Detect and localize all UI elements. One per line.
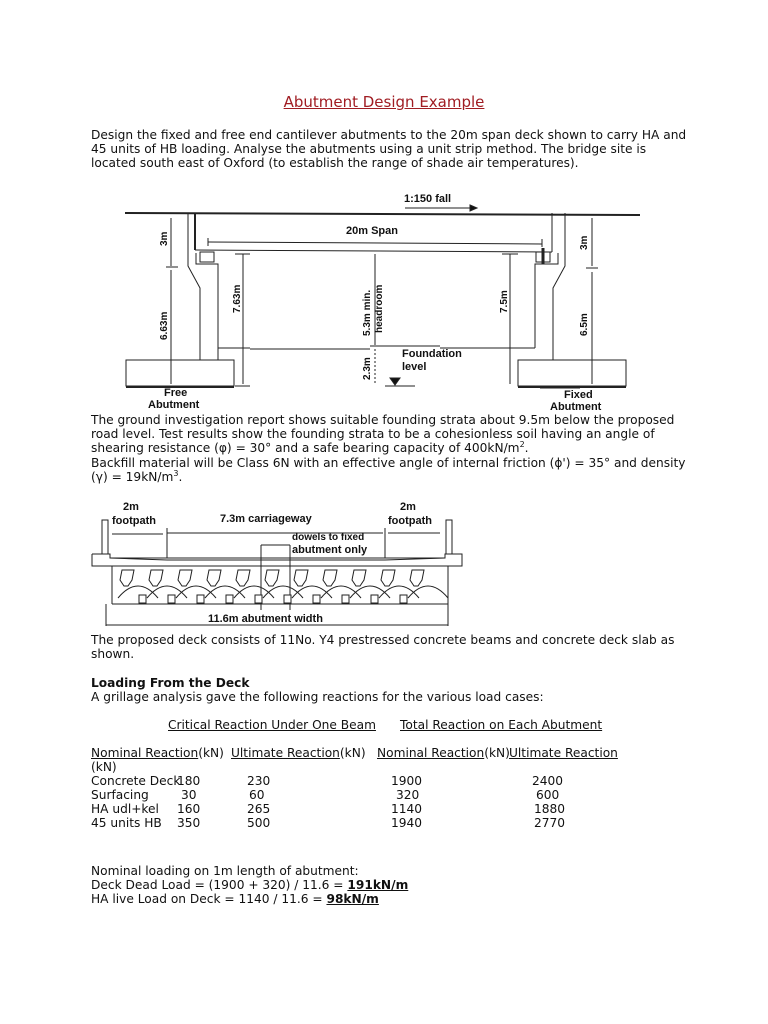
left-footpath-label: footpath [112,515,156,527]
page-title: Abutment Design Example [283,93,485,111]
free-stem-dim: 6.63m [159,311,170,340]
foundation-label-1: Foundation [402,348,462,360]
ha-live-load-value: 98kN/m [326,892,379,906]
deck-cross-section-figure [90,498,470,628]
ha-live-load-line: HA live Load on Deck = 1140 / 11.6 = 98kN/m [91,892,379,906]
deck-description: The proposed deck consists of 11No. Y4 prestressed concrete beams and concrete deck slab as shown. [91,633,675,662]
backfill-paragraph: Backfill material will be Class 6N with an effective angle of internal friction (ϕ') = 35° and density $(\gamma) = 19kN/m^3$. [91,456,686,485]
nominal-loading-heading: Nominal loading on 1m length of abutment: [91,864,359,878]
loading-heading: Loading From the Deck [91,676,250,690]
headroom-dim-2: headroom [374,284,385,333]
col-header-total-nominal: Nominal Reaction(kN) [377,746,510,760]
group-header-beam: Critical Reaction Under One Beam [168,718,376,732]
dowels-label-1: dowels to fixed [292,532,365,543]
col-header-beam-nominal: Nominal Reaction(kN) [91,746,224,760]
bridge-elevation-drawing [120,188,650,413]
col-header-beam-ultimate: Ultimate Reaction(kN) [231,746,366,760]
right-footpath-label: footpath [388,515,432,527]
fall-label: 1:150 fall [404,193,452,205]
abutment-width-label: 11.6m abutment width [208,613,323,625]
carriageway-label: 7.3m carriageway [220,513,312,525]
fixed-stem-dim: 6.5m [579,313,590,336]
dowels-label-2: abutment only [292,544,368,556]
document-page: Abutment Design Example Design the fixed and free end cantilever abutments to the 20m span deck shown to carry HA and 45 units of HB loading. Analyse the abutments using a unit strip method. The bridge site is located south east of Oxford (to establish the range of shade air temperatures). 1:150 fall 20m Span 3m 6.63m 7.63m 5.3m min. headroom 2.3m Foundation level 7.5m 3m 6.5m Free Abutment Fixed Abutment The ground investigation report shows suitable founding strata about 9.5m below the proposed road level. Test results show the founding strata to be a cohesionless soil having an angle of shearing resistance (φ) = 30° and a safe bearing capacity of $400kN/m^2$. Backfill material will be Class 6N with an effective angle of internal friction (ϕ') = 35° and density $(\gamma) = 19kN/m^3$. 2m footpath 7.3m carriageway 2m footpath dowels to fixed abutment only 11.6m abutment width The proposed deck consists of 11No. Y4 prestressed concrete beams and concrete deck slab as shown. Loading From the Deck A grillage analysis gave the following reactions for the various load cases: Critical Reaction Under One Beam Total Reaction on Each Abutment Nominal Reaction(kN) Ultimate Reaction(kN) Nominal Reaction(kN) Ultimate Reaction (kN) Concrete Deck 180 230 1900 2400 Surfacing 30 60 320 600 HA udl+kel 160 265 1140 1880 45 units HB 350 500 1940 2770 Nominal loading on 1m length of abutment: Deck Dead Load = (1900 + 320) / 11.6 = 191kN/m HA live Load on Deck = 1140 / 11.6 = 98kN/m [0,0,768,1024]
fixed-abutment-label-2: Abutment [550,401,602,413]
deck-dead-load-value: 191kN/m [347,878,409,892]
fixed-total-dim: 7.5m [499,290,510,313]
headroom-dim-1: 5.3m min. [362,289,373,336]
span-label: 20m Span [346,225,398,237]
foundation-depth-dim: 2.3m [362,357,373,380]
fixed-abutment-label-1: Fixed [564,389,593,401]
deck-dead-load-line: Deck Dead Load = (1900 + 320) / 11.6 = 191kN/m [91,878,409,892]
left-footpath-dim: 2m [123,501,139,513]
free-abutment-label-1: Free [164,387,188,399]
deck-cross-section-drawing [90,498,470,628]
fixed-top-dim: 3m [579,235,590,250]
free-abutment-label-2: Abutment [148,399,200,411]
loading-intro: A grillage analysis gave the following reactions for the various load cases: [91,690,544,704]
intro-paragraph: Design the fixed and free end cantilever abutments to the 20m span deck shown to carry HA and 45 units of HB loading. Analyse the abutments using a unit strip method. The bridge site is located south east of Oxford (to establish the range of shade air temperatures). [91,128,687,171]
right-footpath-dim: 2m [400,501,416,513]
col-header-wrap-unit: (kN) [91,760,117,774]
bridge-elevation-figure [120,188,650,413]
ground-paragraph: The ground investigation report shows suitable founding strata about 9.5m below the proposed road level. Test results show the founding strata to be a cohesionless soil having an angle of shearing resistance (φ) = 30° and a safe bearing capacity of $400kN/m^2$. [91,413,675,456]
free-total-dim: 7.63m [232,284,243,313]
beam-row [118,570,448,603]
col-header-total-ultimate: Ultimate Reaction [509,746,618,760]
group-header-abutment: Total Reaction on Each Abutment [400,718,603,732]
foundation-label-2: level [402,361,427,373]
free-top-dim: 3m [159,231,170,246]
